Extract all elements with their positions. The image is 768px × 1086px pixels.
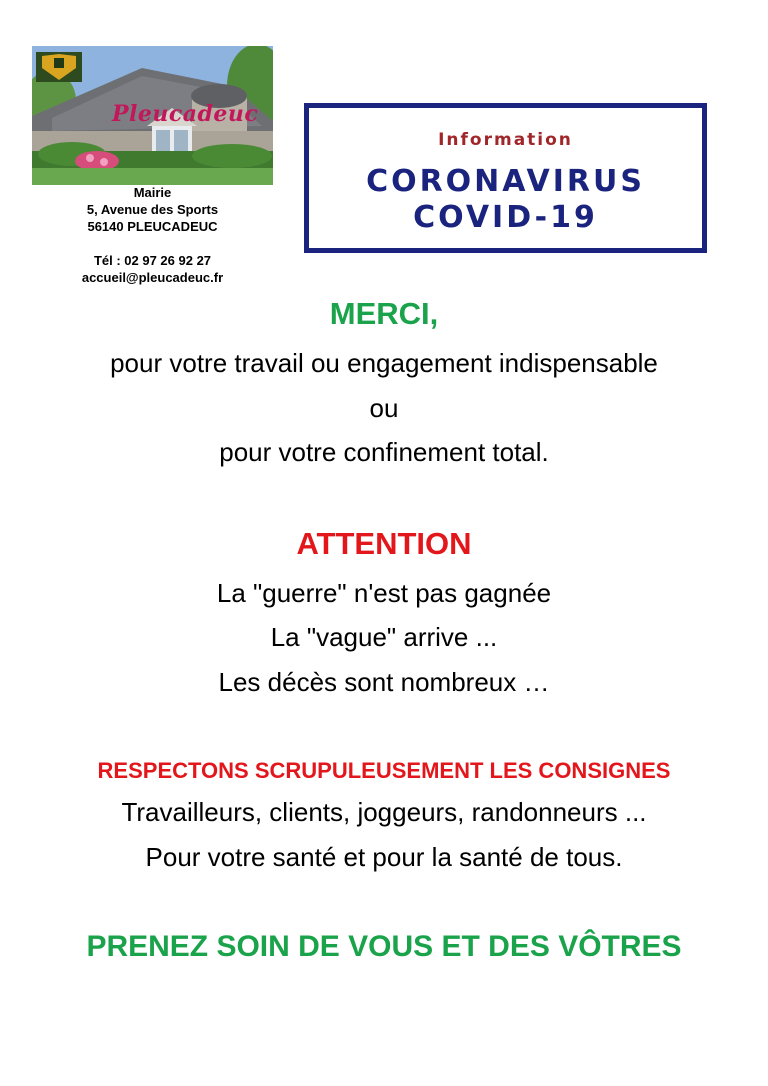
merci-line-3: pour votre confinement total. — [219, 437, 549, 467]
merci-heading: MERCI, — [329, 296, 439, 331]
consignes-heading: RESPECTONS SCRUPULEUSEMENT LES CONSIGNES — [97, 758, 671, 783]
attention-line-2: La "vague" arrive ... — [270, 622, 498, 652]
mairie-logo-photo — [32, 46, 273, 185]
info-title — [309, 164, 702, 236]
info-title-line2: COVID-19 — [413, 200, 598, 235]
closing-message: PRENEZ SOIN DE VOUS ET DES VÔTRES — [86, 930, 682, 963]
coronavirus-info-box — [304, 103, 707, 253]
merci-line-1: pour votre travail ou engagement indispensable — [110, 348, 658, 378]
email-address: accueil@pleucadeuc.fr — [81, 270, 224, 285]
address-line-name: Mairie — [133, 185, 172, 200]
info-title-line1: CORONAVIRUS — [366, 164, 645, 199]
attention-line-1: La "guerre" n'est pas gagnée — [216, 578, 552, 608]
consignes-line-2: Pour votre santé et pour la santé de tous. — [145, 842, 623, 872]
info-label: Information — [438, 130, 573, 150]
address-line-street: 5, Avenue des Sports — [86, 202, 219, 217]
attention-line-3: Les décès sont nombreux … — [218, 667, 550, 697]
merci-line-2: ou — [369, 393, 399, 423]
logo-text: Pleucadeuc — [112, 101, 259, 127]
mairie-address — [32, 184, 273, 286]
address-line-city: 56140 PLEUCADEUC — [87, 219, 218, 234]
attention-heading: ATTENTION — [296, 526, 472, 561]
phone-number: Tél : 02 97 26 92 27 — [93, 253, 212, 268]
consignes-line-1: Travailleurs, clients, joggeurs, randonneurs ... — [121, 797, 647, 827]
